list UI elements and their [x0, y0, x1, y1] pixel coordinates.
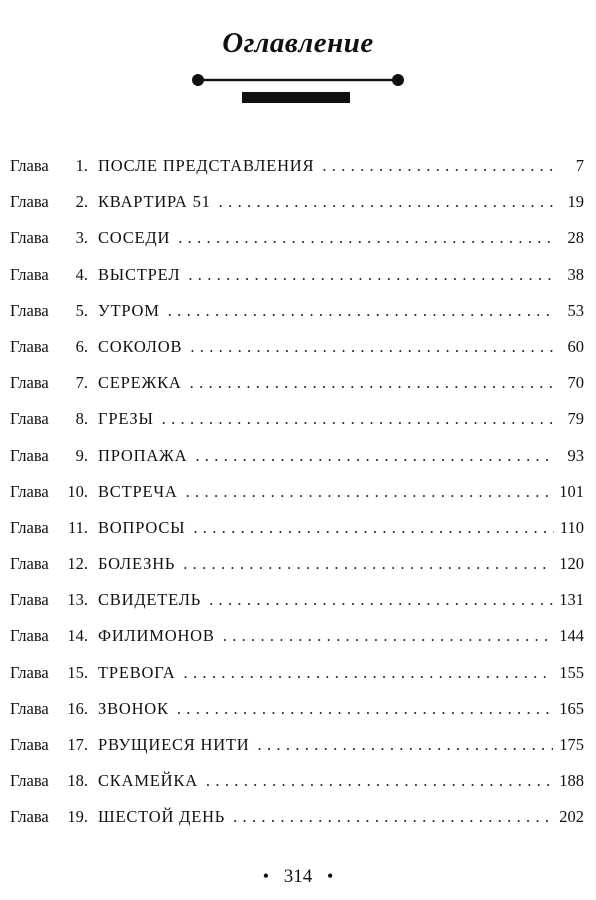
chapter-page: 19: [567, 192, 584, 212]
chapter-label: Глава: [10, 590, 49, 610]
chapter-title: ПРОПАЖА: [98, 445, 188, 465]
chapter-label: Глава: [10, 807, 49, 827]
chapter-label: Глава: [10, 409, 49, 429]
toc-entry[interactable]: [10, 807, 584, 843]
chapter-label: Глава: [10, 228, 49, 248]
chapter-page: 175: [559, 735, 584, 754]
chapter-label: Глава: [10, 300, 49, 320]
toc-entry[interactable]: [10, 699, 584, 735]
chapter-label: Глава: [10, 771, 49, 791]
chapter-number: 6.: [75, 336, 88, 356]
toc-entry[interactable]: [10, 554, 584, 590]
chapter-label: Глава: [10, 373, 49, 393]
chapter-number: 1.: [75, 156, 88, 175]
toc-entry[interactable]: [10, 590, 584, 626]
chapter-number: 3.: [75, 228, 88, 248]
toc-entry[interactable]: [10, 735, 584, 771]
chapter-title: РВУЩИЕСЯ НИТИ: [98, 735, 250, 754]
dot-leader: [188, 265, 554, 285]
chapter-page: 188: [559, 771, 584, 791]
chapter-number: 13.: [67, 590, 88, 610]
toc-entry[interactable]: [10, 663, 584, 699]
chapter-label: Глава: [10, 698, 49, 718]
chapter-number: 7.: [75, 373, 88, 393]
toc-entry[interactable]: [10, 446, 584, 482]
chapter-page: 144: [559, 626, 584, 646]
dot-leader: [223, 626, 554, 646]
page-number: 314: [283, 866, 313, 887]
dot-leader: [186, 482, 554, 502]
dot-leader: [209, 590, 553, 610]
chapter-page: 155: [559, 662, 584, 682]
toc-entry[interactable]: [10, 265, 584, 301]
chapter-page: 79: [567, 409, 584, 429]
dot-leader: [183, 554, 553, 574]
chapter-title: СОСЕДИ: [98, 228, 171, 248]
ornament-bar: [242, 92, 350, 103]
chapter-number: 11.: [67, 517, 88, 537]
chapter-page: 38: [567, 264, 584, 284]
chapter-title: ВЫСТРЕЛ: [98, 264, 181, 284]
chapter-title: СЕРЕЖКА: [98, 373, 182, 393]
toc-entry[interactable]: [10, 409, 584, 445]
chapter-label: Глава: [10, 336, 49, 356]
chapter-page: 7: [575, 156, 584, 175]
chapter-title: ЗВОНОК: [98, 698, 169, 718]
toc-entry[interactable]: [10, 482, 584, 518]
dot-leader: [177, 699, 553, 719]
bullet-left: •: [262, 866, 269, 886]
chapter-page: 101: [559, 481, 584, 501]
chapter-label: Глава: [10, 192, 49, 212]
toc-entry[interactable]: [10, 626, 584, 662]
chapter-title: ВСТРЕЧА: [98, 481, 178, 501]
toc-entry[interactable]: [10, 192, 584, 228]
chapter-page: 165: [559, 698, 584, 718]
page-footer: [0, 866, 596, 888]
title-ornament: [190, 72, 406, 106]
chapter-label: Глава: [10, 156, 49, 175]
toc-entry[interactable]: [10, 156, 584, 192]
toc-entry[interactable]: [10, 518, 584, 554]
chapter-page: 53: [567, 300, 584, 320]
toc-list: [10, 156, 584, 844]
chapter-label: Глава: [10, 517, 49, 537]
dot-leader: [178, 228, 554, 248]
chapter-number: 17.: [67, 735, 88, 754]
chapter-title: КВАРТИРА 51: [98, 192, 211, 212]
toc-entry[interactable]: [10, 373, 584, 409]
chapter-number: 8.: [75, 409, 88, 429]
dot-leader: [190, 373, 554, 393]
chapter-number: 15.: [67, 662, 88, 682]
chapter-title: ГРЕЗЫ: [98, 409, 154, 429]
dot-leader: [322, 156, 554, 176]
chapter-label: Глава: [10, 735, 49, 754]
chapter-label: Глава: [10, 445, 49, 465]
ornament-rule: [198, 79, 398, 81]
chapter-page: 60: [567, 336, 584, 356]
toc-entry[interactable]: [10, 228, 584, 264]
dot-leader: [162, 409, 554, 429]
chapter-label: Глава: [10, 264, 49, 284]
dot-leader: [184, 663, 554, 683]
chapter-title: ВОПРОСЫ: [98, 517, 186, 537]
chapter-number: 18.: [67, 771, 88, 791]
chapter-title: БОЛЕЗНЬ: [98, 554, 176, 574]
chapter-page: 131: [559, 590, 584, 610]
chapter-label: Глава: [10, 662, 49, 682]
chapter-page: 93: [567, 445, 584, 465]
chapter-title: СКАМЕЙКА: [98, 771, 198, 791]
dot-leader: [219, 192, 554, 212]
dot-leader: [195, 446, 554, 466]
chapter-label: Глава: [10, 626, 49, 646]
chapter-label: Глава: [10, 481, 49, 501]
dot-leader: [190, 337, 554, 357]
chapter-number: 4.: [75, 264, 88, 284]
chapter-title: ШЕСТОЙ ДЕНЬ: [98, 807, 226, 827]
chapter-title: ТРЕВОГА: [98, 662, 176, 682]
chapter-page: 120: [559, 554, 584, 574]
chapter-title: УТРОМ: [98, 300, 160, 320]
chapter-page: 202: [559, 807, 584, 827]
toc-entry[interactable]: [10, 301, 584, 337]
dot-leader: [233, 807, 553, 827]
chapter-page: 28: [567, 228, 584, 248]
chapter-number: 2.: [75, 192, 88, 212]
dot-leader: [168, 301, 554, 321]
chapter-label: Глава: [10, 554, 49, 574]
chapter-number: 12.: [67, 554, 88, 574]
chapter-page: 110: [559, 517, 584, 537]
bullet-right: •: [327, 866, 334, 886]
toc-entry[interactable]: [10, 771, 584, 807]
chapter-number: 14.: [67, 626, 88, 646]
ornament-right-dot: [392, 74, 404, 86]
chapter-number: 5.: [75, 300, 88, 320]
toc-entry[interactable]: [10, 337, 584, 373]
chapter-number: 9.: [75, 445, 88, 465]
chapter-title: ФИЛИМОНОВ: [98, 626, 215, 646]
chapter-title: СОКОЛОВ: [98, 336, 183, 356]
dot-leader: [193, 518, 554, 538]
chapter-number: 19.: [67, 807, 88, 827]
dot-leader: [258, 735, 554, 755]
dot-leader: [206, 771, 553, 791]
chapter-number: 16.: [67, 698, 88, 718]
chapter-title: ПОСЛЕ ПРЕДСТАВЛЕНИЯ: [98, 156, 315, 175]
chapter-page: 70: [567, 373, 584, 393]
chapter-number: 10.: [67, 481, 88, 501]
page-title: Оглавление: [222, 27, 374, 60]
chapter-title: СВИДЕТЕЛЬ: [98, 590, 202, 610]
